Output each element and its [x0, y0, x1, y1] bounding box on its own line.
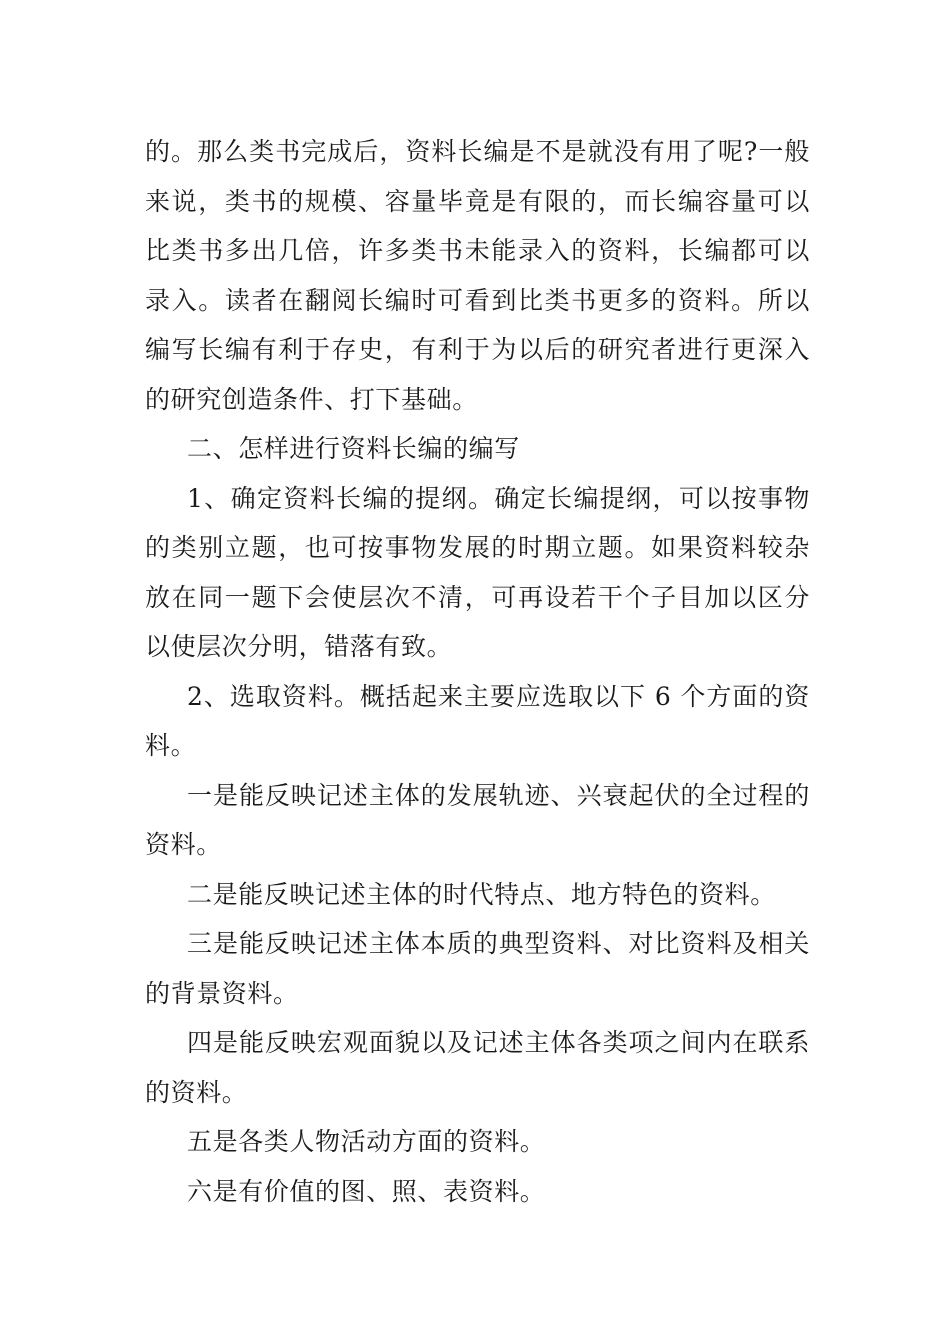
list-item-3: 三是能反映记述主体本质的典型资料、对比资料及相关的背景资料。 [145, 929, 810, 1008]
list-item-2: 二是能反映记述主体的时代特点、地方特色的资料。 [187, 879, 776, 909]
list-item-6: 六是有价值的图、照、表资料。 [187, 1176, 546, 1206]
paragraph-continuation: 的。那么类书完成后，资料长编是不是就没有用了呢?一般来说，类书的规模、容量毕竟是有限的，而长编容量可以比类书多出几倍，许多类书未能录入的资料，长编都可以录入。读者在翻阅长编时可看到比类书更多的资料。所以编写长编有利于存史，有利于为以后的研究者进行更深入的研究创造条件、打下基础。 [145, 137, 810, 414]
document-body [145, 127, 810, 1216]
list-item-4: 四是能反映宏观面貌以及记述主体各类项之间内在联系的资料。 [145, 1028, 810, 1107]
section-heading: 二、怎样进行资料长编的编写 [187, 434, 520, 463]
paragraph-select-materials: 2、选取资料。概括起来主要应选取以下 6 个方面的资料。 [145, 681, 810, 760]
list-item-1: 一是能反映记述主体的发展轨迹、兴衰起伏的全过程的资料。 [145, 780, 810, 859]
paragraph-outline: 1、确定资料长编的提纲。确定长编提纲，可以按事物的类别立题，也可按事物发展的时期立题。如果资料较杂放在同一题下会使层次不清，可再设若干个子目加以区分以使层次分明，错落有致。 [145, 483, 810, 661]
list-item-5: 五是各类人物活动方面的资料。 [187, 1127, 546, 1156]
